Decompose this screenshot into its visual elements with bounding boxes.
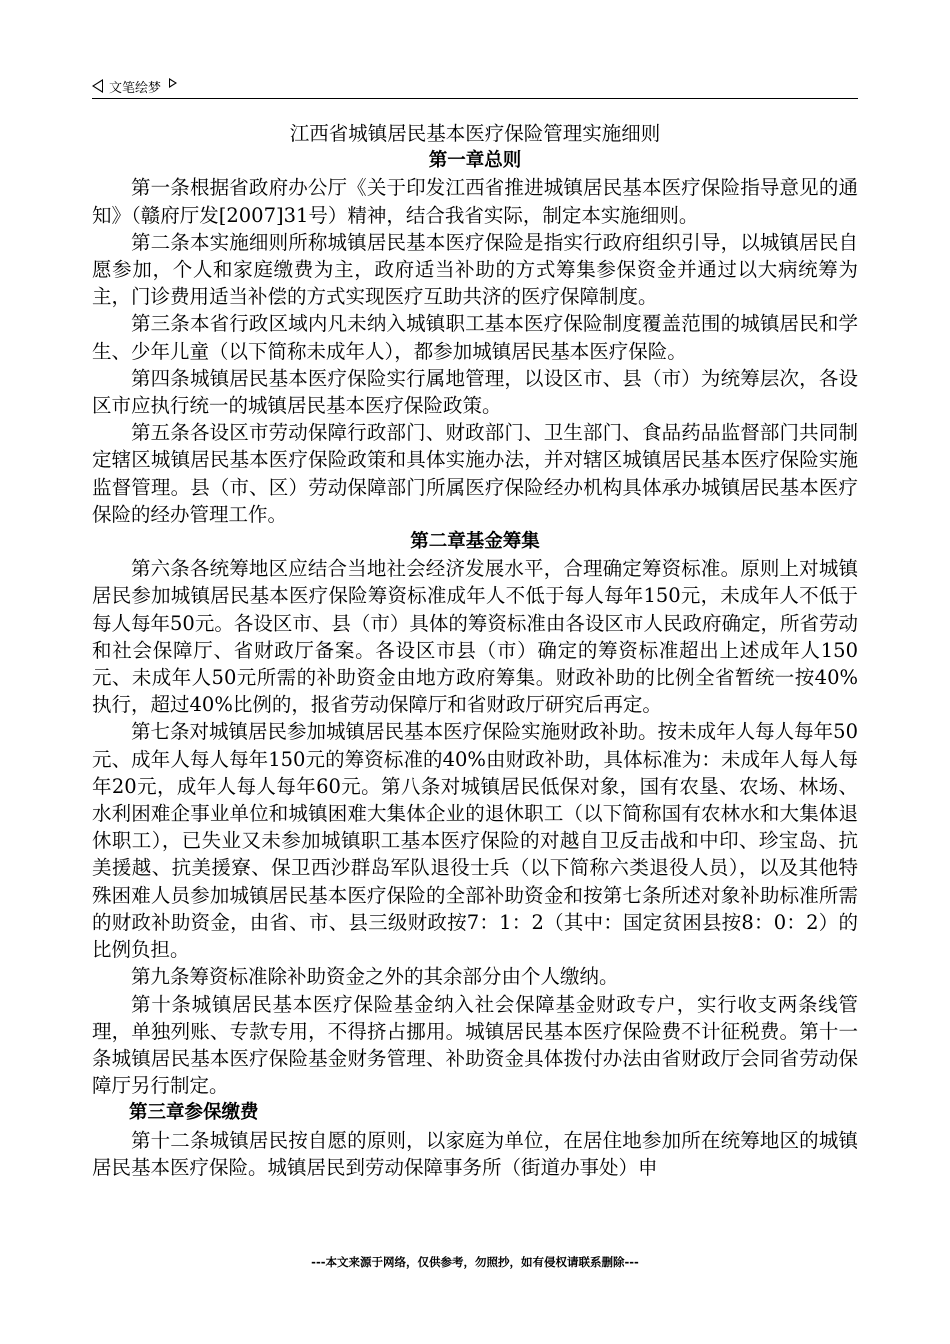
chapter-heading-3: 第三章参保缴费 xyxy=(129,1102,259,1124)
article-paragraph: 第十二条城镇居民按自愿的原则，以家庭为单位，在居住地参加所在统筹地区的城镇居民基本医疗保险。城镇居民到劳动保障事务所（街道办事处）申 xyxy=(92,1128,858,1179)
document-title: 江西省城镇居民基本医疗保险管理实施细则 xyxy=(289,122,661,145)
header-divider xyxy=(92,98,858,99)
footer-notice: ---本文来源于网络，仅供参考，勿照抄，如有侵权请联系删除--- xyxy=(311,1255,639,1269)
article-paragraph: 第九条筹资标准除补助资金之外的其余部分由个人缴纳。 xyxy=(131,965,619,989)
chapter-heading-1: 第一章总则 xyxy=(428,150,522,172)
document-body xyxy=(92,120,858,1181)
article-paragraph: 第十条城镇居民基本医疗保险基金纳入社会保障基金财政专户，实行收支两条线管理，单独列账、专款专用，不得挤占挪用。城镇居民基本医疗保险费不计征税费。第十一条城镇居民基本医疗保险基金财务管理、补助资金具体拨付办法由省财政厅会同省劳动保障厅另行制定。 xyxy=(92,992,858,1098)
chapter-heading-2: 第二章基金筹集 xyxy=(410,531,540,553)
header-brand: 文笔绘梦 xyxy=(109,80,162,96)
article-paragraph: 第二条本实施细则所称城镇居民基本医疗保险是指实行政府组织引导，以城镇居民自愿参加，个人和家庭缴费为主，政府适当补助的方式筹集参保资金并通过以大病统筹为主，门诊费用适当补偿的方式实现医疗互助共济的医疗保障制度。 xyxy=(92,230,858,309)
triangle-left-icon xyxy=(92,79,103,93)
triangle-right-icon xyxy=(169,78,177,88)
article-paragraph: 第七条对城镇居民参加城镇居民基本医疗保险实施财政补助。按未成年人每人每年50元、成年人每人每年150元的筹资标准的40%由财政补助，具体标准为：未成年人每人每年20元，成年人每人每年60元。第八条对城镇居民低保对象，国有农垦、农场、林场、水利困难企事业单位和城镇困难大集体企业的退休职工（以下简称国有农林水和大集体退休职工），已失业又未参加城镇职工基本医疗保险的对越自卫反击战和中印、珍宝岛、抗美援越、抗美援寮、保卫西沙群岛军队退役士兵（以下简称六类退役人员），以及其他特殊困难人员参加城镇居民基本医疗保险的全部补助资金和按第七条所述对象补助标准所需的财政补助资金，由省、市、县三级财政按7：1：2（其中：国定贫困县按8：0：2）的比例负担。 xyxy=(92,720,858,962)
article-paragraph: 第六条各统筹地区应结合当地社会经济发展水平，合理确定筹资标准。原则上对城镇居民参加城镇居民基本医疗保险筹资标准成年人不低于每人每年150元，未成年人不低于每人每年50元。各设区市、县（市）具体的筹资标准由各设区市人民政府确定，所省劳动和社会保障厅、省财政厅备案。各设区市县（市）确定的筹资标准超出上述成年人150元、未成年人50元所需的补助资金由地方政府筹集。财政补助的比例全省暂统一按40%执行，超过40%比例的，报省劳动保障厅和省财政厅研究后再定。 xyxy=(92,557,858,717)
article-paragraph: 第五条各设区市劳动保障行政部门、财政部门、卫生部门、食品药品监督部门共同制定辖区城镇居民基本医疗保险政策和具体实施办法，并对辖区城镇居民基本医疗保险实施监督管理。县（市、区）劳动保障部门所属医疗保险经办机构具体承办城镇居民基本医疗保险的经办管理工作。 xyxy=(92,421,858,526)
page-header xyxy=(92,74,858,98)
article-paragraph: 第一条根据省政府办公厅《关于印发江西省推进城镇居民基本医疗保险指导意见的通知》（赣府厅发[2007]31号）精神，结合我省实际，制定本实施细则。 xyxy=(92,176,858,227)
article-paragraph: 第四条城镇居民基本医疗保险实行属地管理，以设区市、县（市）为统筹层次，各设区市应执行统一的城镇居民基本医疗保险政策。 xyxy=(92,366,858,418)
article-paragraph: 第三条本省行政区域内凡未纳入城镇职工基本医疗保险制度覆盖范围的城镇居民和学生、少年儿童（以下简称未成年人），都参加城镇居民基本医疗保险。 xyxy=(92,312,858,363)
